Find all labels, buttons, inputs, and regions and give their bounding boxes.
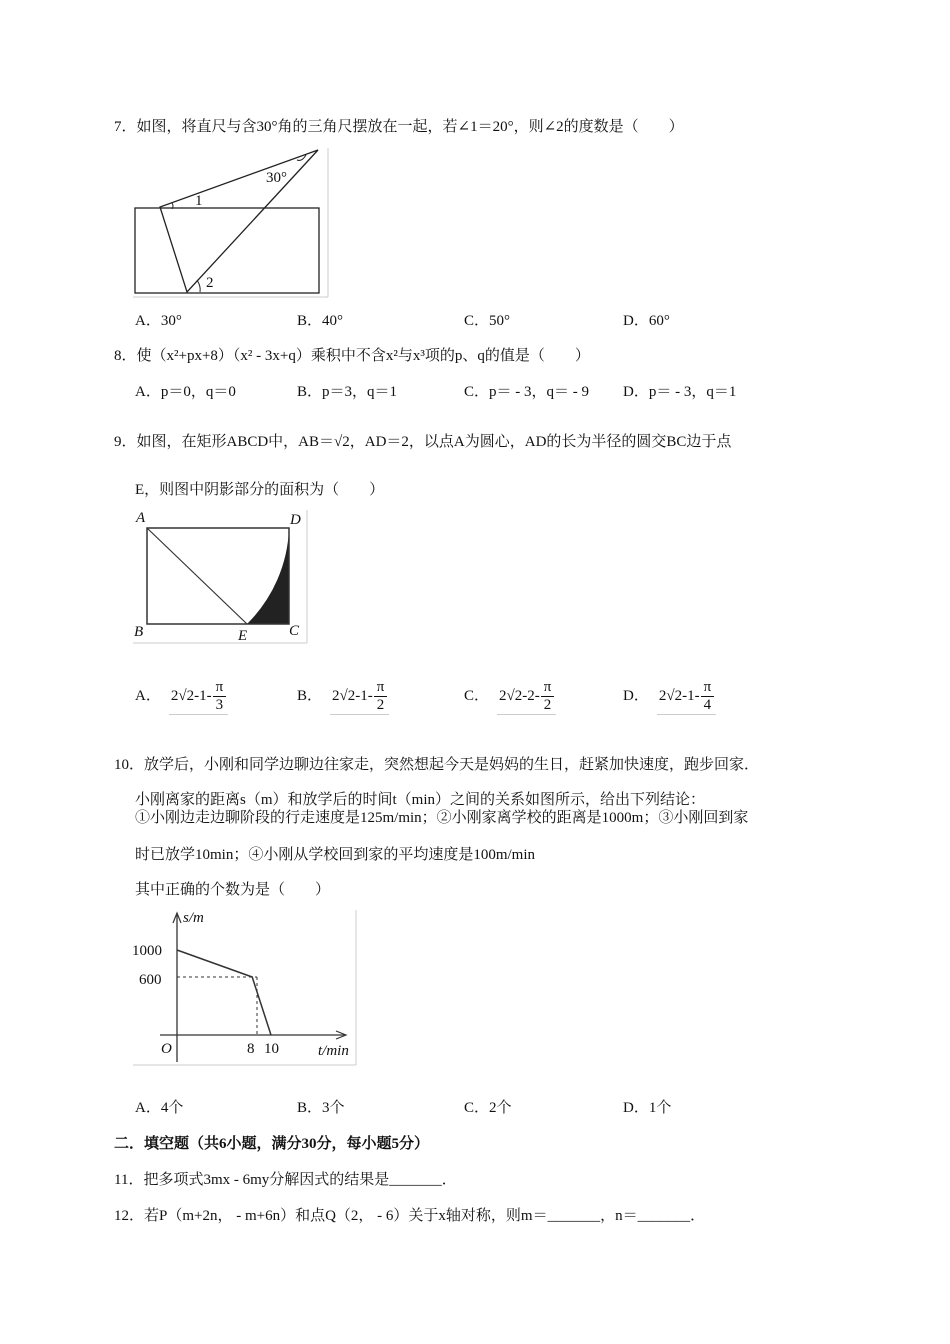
- segment-ae: [147, 528, 247, 624]
- q10-option-c[interactable]: C．2个: [464, 1100, 512, 1116]
- option-expr: 2√2-2-: [499, 687, 540, 704]
- option-denominator: 2: [543, 697, 552, 713]
- angle-2-label: 2: [206, 275, 214, 291]
- point-c-label: C: [289, 623, 300, 639]
- option-denominator: 4: [703, 697, 712, 713]
- question-10-line1: 10．放学后，小刚和同学边聊边往家走，突然想起今天是妈妈的生日，赶紧加快速度，跑步回家．: [114, 757, 760, 773]
- ruler: [135, 208, 319, 293]
- option-letter: B．: [297, 687, 323, 704]
- x-tick-10: 10: [264, 1041, 279, 1057]
- q9-option-b[interactable]: [297, 679, 389, 715]
- q7-option-b[interactable]: B．40°: [297, 313, 344, 329]
- point-d-label: D: [290, 512, 301, 528]
- question-10-line5: 其中正确的个数为是（ ）: [135, 882, 331, 898]
- option-numerator: π: [701, 679, 715, 697]
- option-numerator: π: [541, 679, 555, 697]
- q9-option-c[interactable]: [464, 679, 556, 715]
- question-10-line3: ①小刚边走边聊阶段的行走速度是125m/min；②小刚家离学校的距离是1000m；③小刚回到家: [135, 810, 749, 826]
- option-expr: 2√2-1-: [332, 687, 373, 704]
- q7-option-a[interactable]: A．30°: [135, 313, 182, 329]
- section-2-title: 二．填空题（共6小题，满分30分，每小题5分）: [114, 1136, 430, 1152]
- y-axis-label: s/m: [183, 910, 204, 926]
- option-expr: 2√2-1-: [658, 687, 700, 704]
- question-11-stem: 11．把多项式3mx - 6my分解因式的结果是_______．: [114, 1172, 457, 1188]
- question-8-stem: 8．使（x²+px+8）（x² - 3x+q）乘积中不含x²与x³项的p、q的值是（ ）: [114, 348, 590, 364]
- q8-option-b[interactable]: B．p＝3，q＝1: [297, 384, 398, 400]
- option-numerator: π: [213, 679, 227, 697]
- x-tick-8: 8: [247, 1041, 255, 1057]
- angle-30-label: 30°: [266, 170, 287, 186]
- q10-option-d[interactable]: D．1个: [623, 1100, 672, 1116]
- q8-option-c[interactable]: C．p＝ - 3，q＝ - 9: [464, 384, 589, 400]
- angle-1-label: 1: [195, 193, 203, 209]
- option-expr: 2√2-1-: [170, 687, 212, 704]
- q10-option-b[interactable]: B．3个: [297, 1100, 345, 1116]
- point-e-label: E: [238, 628, 248, 644]
- y-tick-1000: 1000: [132, 943, 162, 959]
- question-10-line2: 小刚离家的距离s（m）和放学后的时间t（min）之间的关系如图所示，给出下列结论：: [135, 792, 706, 808]
- q7-option-d[interactable]: D．60°: [623, 313, 670, 329]
- option-denominator: 3: [215, 697, 224, 713]
- origin-label: O: [161, 1041, 172, 1057]
- point-a-label: A: [136, 510, 146, 526]
- q9-option-a[interactable]: [135, 679, 228, 715]
- q8-option-d[interactable]: D．p＝ - 3，q＝1: [623, 384, 737, 400]
- y-tick-600: 600: [139, 972, 162, 988]
- shaded-region: [247, 528, 289, 624]
- option-letter: D．: [623, 687, 649, 704]
- q8-option-a[interactable]: A．p＝0，q＝0: [135, 384, 236, 400]
- point-b-label: B: [134, 624, 144, 640]
- option-denominator: 2: [376, 697, 385, 713]
- question-9-stem-line2: E，则图中阴影部分的面积为（ ）: [135, 482, 385, 498]
- q7-option-c[interactable]: C．50°: [464, 313, 511, 329]
- question-10-line4: 时已放学10min；④小刚从学校回到家的平均速度是100m/min: [135, 847, 536, 863]
- option-letter: A．: [135, 687, 161, 704]
- distance-time-line: [177, 950, 271, 1035]
- option-numerator: π: [374, 679, 388, 697]
- rectangle-abcd: [147, 528, 289, 624]
- question-9-stem-line1: 9．如图，在矩形ABCD中，AB＝√2，AD＝2，以点A为圆心，AD的长为半径的圆交BC边于点: [114, 434, 732, 450]
- x-axis-label: t/min: [318, 1043, 349, 1059]
- question-7-stem: 7．如图，将直尺与含30°角的三角尺摆放在一起，若∠1＝20°，则∠2的度数是（ ）: [114, 119, 684, 135]
- q9-option-d[interactable]: [623, 679, 716, 715]
- option-letter: C．: [464, 687, 490, 704]
- triangle-ruler: [160, 150, 318, 292]
- q10-option-a[interactable]: A．4个: [135, 1100, 184, 1116]
- question-12-stem: 12．若P（m+2n， - m+6n）和点Q（2， - 6）关于x轴对称，则m＝_______，n＝_______．: [114, 1208, 706, 1224]
